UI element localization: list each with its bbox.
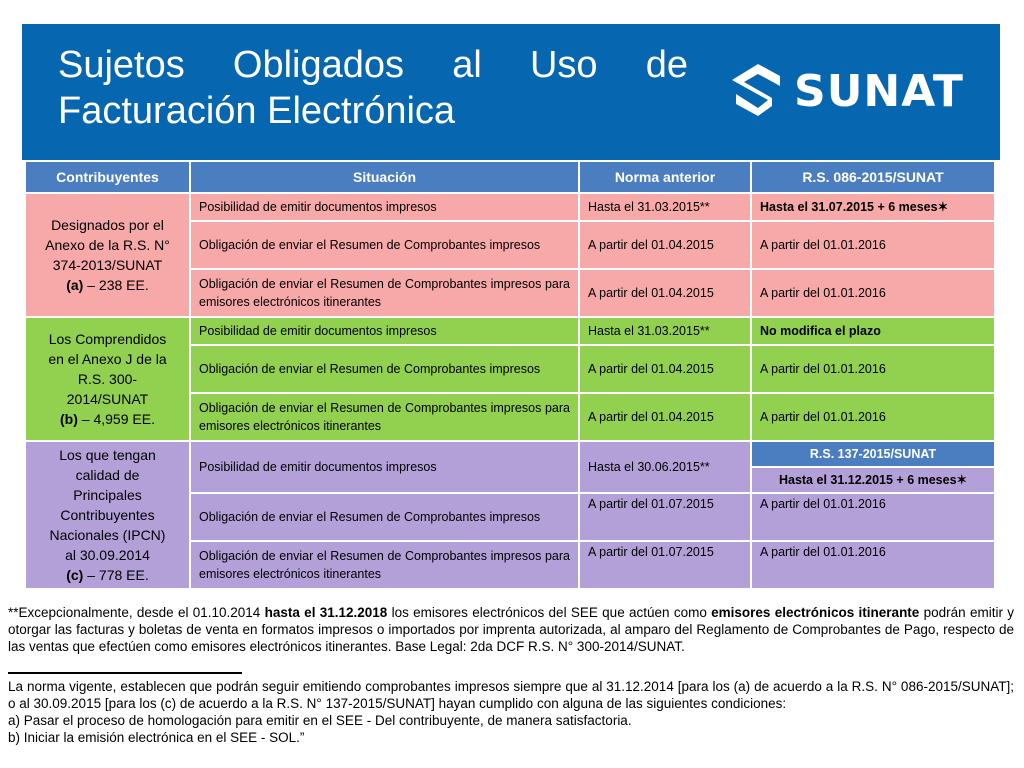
rs-cell: A partir del 01.01.2016 xyxy=(751,393,995,441)
situacion-cell: Obligación de enviar el Resumen de Comprobantes impresos para emisores electrónicos itinerantes xyxy=(190,541,579,589)
situacion-cell: Posibilidad de emitir documentos impresos xyxy=(190,193,579,221)
rs-cell: Hasta el 31.07.2015 + 6 meses✶ xyxy=(751,193,995,221)
norma-cell: A partir del 01.04.2015 xyxy=(579,345,751,393)
sunat-s-icon xyxy=(728,58,788,124)
situacion-cell: Obligación de enviar el Resumen de Comprobantes impresos xyxy=(190,493,579,541)
norma-cell: A partir del 01.04.2015 xyxy=(579,393,751,441)
col-header-rs: R.S. 086-2015/SUNAT xyxy=(751,161,995,193)
rs-cell: No modifica el plazo xyxy=(751,317,995,345)
rs-cell: A partir del 01.01.2016 xyxy=(751,345,995,393)
norma-cell: A partir del 01.07.2015 xyxy=(579,541,751,589)
norma-cell: A partir del 01.04.2015 xyxy=(579,269,751,317)
title-line-1: Sujetos Obligados al Uso de xyxy=(58,44,688,86)
contribuyente-b: Los Comprendidos en el Anexo J de la R.S. 300- 2014/SUNAT (b) – 4,959 EE. xyxy=(25,317,190,441)
col-header-contribuyentes: Contribuyentes xyxy=(25,161,190,193)
col-header-norma: Norma anterior xyxy=(579,161,751,193)
title-line-2: Facturación Electrónica xyxy=(58,90,456,132)
norma-cell: Hasta el 31.03.2015** xyxy=(579,317,751,345)
rs-137-header: R.S. 137-2015/SUNAT xyxy=(751,441,995,467)
footnote-separator xyxy=(8,672,242,674)
contribuyente-a: Designados por el Anexo de la R.S. N° 374-2013/SUNAT (a) – 238 EE. xyxy=(25,193,190,317)
situacion-cell: Obligación de enviar el Resumen de Comprobantes impresos xyxy=(190,345,579,393)
rs-cell: A partir del 01.01.2016 xyxy=(751,493,995,541)
rs-cell: A partir del 01.01.2016 xyxy=(751,221,995,269)
slide-title xyxy=(58,42,688,134)
sunat-logo-text: SUNAT xyxy=(794,66,964,117)
norma-cell: A partir del 01.07.2015 xyxy=(579,493,751,541)
slide-header xyxy=(22,24,1000,160)
col-header-situacion: Situación xyxy=(190,161,579,193)
situacion-cell: Obligación de enviar el Resumen de Comprobantes impresos para emisores electrónicos itinerantes xyxy=(190,269,579,317)
situacion-cell: Obligación de enviar el Resumen de Comprobantes impresos para emisores electrónicos itinerantes xyxy=(190,393,579,441)
norma-cell: Hasta el 30.06.2015** xyxy=(579,441,751,493)
footnote-norma-vigente: La norma vigente, establecen que podrán seguir emitiendo comprobantes impresos siempre que al 31.12.2014 [para los (a) de acuerdo a la R.S. N° 086-2015/SUNAT]; o al 30.09.2015 [para los (c) de acuerdo a la R.S. N° 137-2015/SUNAT] hayan cumplido con alguna de las siguientes condiciones: a) Pasar el proceso de homologación para emitir en el SEE - Del contribuyente, de manera satisfactoria. b) Iniciar la emisión electrónica en el SEE - SOL.” xyxy=(8,679,1014,745)
footnote-exception: **Excepcionalmente, desde el 01.10.2014 hasta el 31.12.2018 los emisores electrónicos del SEE que actúen como emisores electrónicos itinerante podrán emitir y otorgar las facturas y boletas de venta en formatos impresos o importados por imprenta autorizada, al amparo del Reglamento de Comprobantes de Pago, respecto de las ventas que efectúen como emisores electrónicos itinerantes. Base Legal: 2da DCF R.S. N° 300-2014/SUNAT. xyxy=(8,605,1015,654)
rs-cell: A partir del 01.01.2016 xyxy=(751,269,995,317)
situacion-cell: Obligación de enviar el Resumen de Comprobantes impresos xyxy=(190,221,579,269)
rs-cell: A partir del 01.01.2016 xyxy=(751,541,995,589)
obligations-table xyxy=(24,160,996,590)
rs-cell: Hasta el 31.12.2015 + 6 meses✶ xyxy=(751,467,995,493)
sunat-logo xyxy=(728,58,976,128)
contribuyente-c: Los que tengan calidad de Principales Contribuyentes Nacionales (IPCN) al 30.09.2014 (c) – 778 EE. xyxy=(25,441,190,589)
situacion-cell: Posibilidad de emitir documentos impresos xyxy=(190,441,579,493)
norma-cell: A partir del 01.04.2015 xyxy=(579,221,751,269)
situacion-cell: Posibilidad de emitir documentos impresos xyxy=(190,317,579,345)
norma-cell: Hasta el 31.03.2015** xyxy=(579,193,751,221)
